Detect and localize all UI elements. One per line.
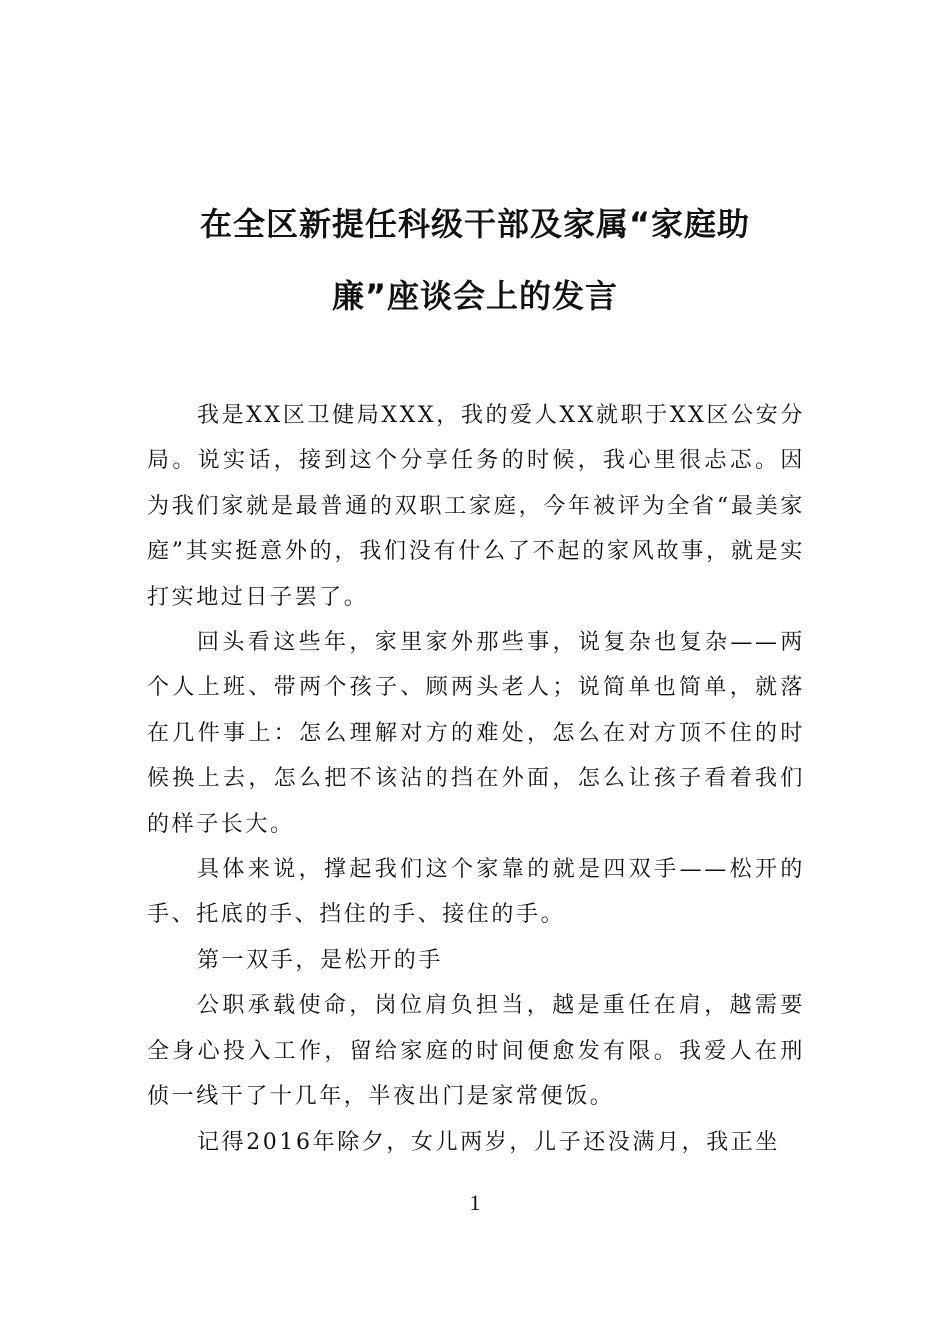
section-heading-first-hand: 第一双手，是松开的手 bbox=[197, 947, 444, 973]
title-line-1: 在全区新提任科级干部及家属“家庭助 bbox=[199, 205, 751, 243]
paragraph-intro: 我是XX区卫健局XXX，我的爱人XX就职于XX区公安分局。说实话，接到这个分享任务的时候，我心里很忐忑。因为我们家就是最普通的双职工家庭，今年被评为全省“最美家庭”其实挺意外的，我们没有什么了不起的家风故事，就是实打实地过日子罢了。 bbox=[147, 403, 805, 610]
title-line-2: 廉”座谈会上的发言 bbox=[331, 277, 619, 315]
document-title bbox=[140, 188, 810, 332]
paragraph-memory: 记得2016年除夕，女儿两岁，儿子还没满月，我正坐 bbox=[197, 1129, 780, 1155]
page-number: 1 bbox=[469, 1190, 481, 1215]
paragraph-four-hands: 具体来说，撑起我们这个家靠的就是四双手——松开的手、托底的手、挡住的手、接住的手。 bbox=[147, 857, 805, 928]
paragraph-reflection: 回头看这些年，家里家外那些事，说复杂也复杂——两个人上班、带两个孩子、顾两头老人；说简单也简单，就落在几件事上：怎么理解对方的难处，怎么在对方顶不住的时候换上去，怎么把不该沾的挡在外面，怎么让孩子看着我们的样子长大。 bbox=[147, 630, 805, 837]
paragraph-duty: 公职承载使命，岗位肩负担当，越是重任在肩，越需要全身心投入工作，留给家庭的时间便愈发有限。我爱人在刑侦一线干了十几年，半夜出门是家常便饭。 bbox=[147, 993, 805, 1110]
document-body bbox=[147, 393, 805, 1165]
